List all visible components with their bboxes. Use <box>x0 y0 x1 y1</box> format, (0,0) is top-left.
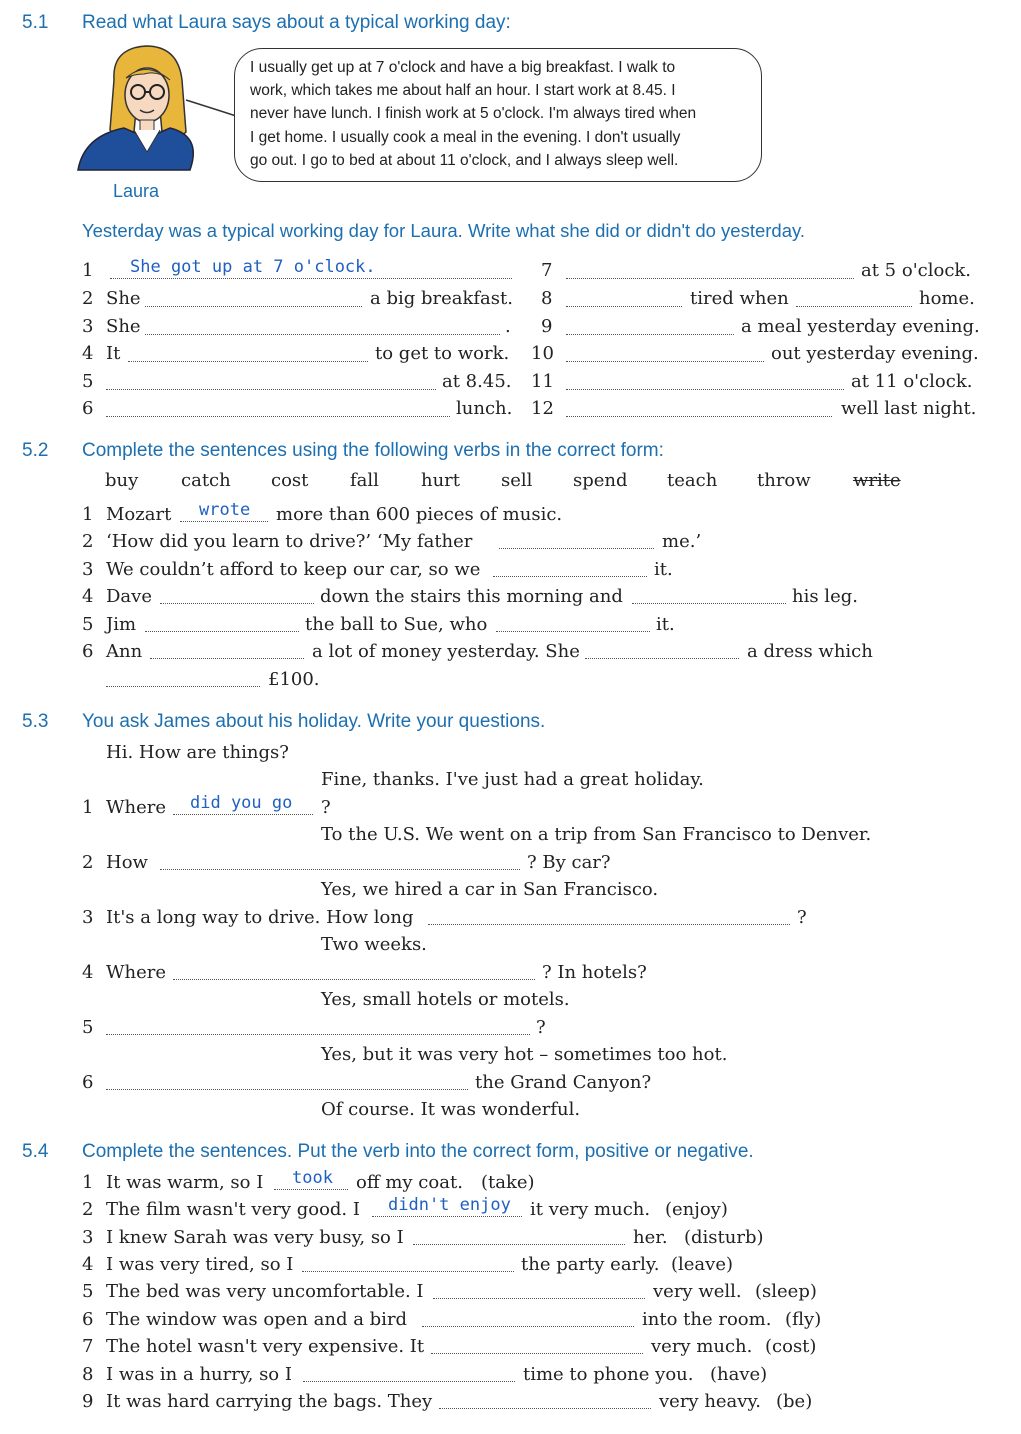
answer-blank[interactable] <box>160 869 520 870</box>
item-number: 2 <box>82 531 94 552</box>
section-number-5-1: 5.1 <box>22 12 49 33</box>
section-number-5-3: 5.3 <box>22 711 49 732</box>
dialog-reply: Yes, but it was very hot – sometimes too hot. <box>321 1044 728 1065</box>
answer-blank[interactable] <box>796 306 912 307</box>
item-number: 6 <box>82 1072 94 1093</box>
item-number: 5 <box>82 1281 94 1302</box>
item-text: the ball to Sue, who <box>305 614 488 635</box>
item-number: 6 <box>82 641 94 662</box>
item-text: It was hard carrying the bags. They <box>106 1391 433 1412</box>
item-text: She <box>106 288 141 309</box>
answer-blank[interactable] <box>428 924 790 925</box>
item-text: at 5 o'clock. <box>861 260 972 281</box>
item-text: her. <box>633 1227 668 1248</box>
item-text: home. <box>919 288 975 309</box>
item-number: 5 <box>82 614 94 635</box>
item-text: Mozart <box>106 504 172 525</box>
answer-blank[interactable] <box>145 306 362 307</box>
answer-blank[interactable] <box>106 389 436 390</box>
item-number: 7 <box>541 260 553 281</box>
verb-hint: (sleep) <box>755 1281 817 1302</box>
answer-blank[interactable] <box>150 658 304 659</box>
item-text: it very much. <box>530 1199 651 1220</box>
item-number: 2 <box>82 1199 94 1220</box>
item-text: into the room. <box>642 1309 772 1330</box>
verb-hurt: hurt <box>421 470 461 491</box>
item-number: 1 <box>82 797 94 818</box>
item-number: 11 <box>531 371 554 392</box>
item-text: Ann <box>106 641 143 662</box>
answer-blank[interactable] <box>566 416 832 417</box>
laura-illustration <box>74 40 244 175</box>
item-number: 1 <box>82 504 94 525</box>
item-text: The hotel wasn't very expensive. It <box>106 1336 425 1357</box>
answer-blank[interactable] <box>439 1408 651 1409</box>
answer-text[interactable]: took <box>292 1168 333 1188</box>
item-text: Where <box>106 962 167 983</box>
item-text: well last night. <box>841 398 977 419</box>
answer-blank[interactable] <box>106 1034 530 1035</box>
dialog-reply: Of course. It was wonderful. <box>321 1099 581 1120</box>
item-number: 4 <box>82 962 94 983</box>
answer-blank[interactable] <box>585 658 739 659</box>
item-text: It was warm, so I <box>106 1172 264 1193</box>
dialog-reply: Fine, thanks. I've just had a great holiday. <box>321 769 704 790</box>
character-name: Laura <box>113 181 160 201</box>
answer-blank[interactable] <box>106 686 260 687</box>
answer-blank[interactable] <box>566 306 682 307</box>
item-number: 8 <box>82 1364 94 1385</box>
answer-blank[interactable] <box>566 278 854 279</box>
dialog-intro: Hi. How are things? <box>106 742 289 763</box>
item-text: down the stairs this morning and <box>320 586 623 607</box>
answer-blank[interactable] <box>499 548 654 549</box>
item-text: at 11 o'clock. <box>851 371 973 392</box>
item-text: tired when <box>690 288 789 309</box>
item-text: It <box>106 343 121 364</box>
item-text: The film wasn't very good. I <box>106 1199 360 1220</box>
answer-blank[interactable] <box>496 631 650 632</box>
item-text: Jim <box>106 614 137 635</box>
dialog-reply: Yes, we hired a car in San Francisco. <box>321 879 659 900</box>
item-text: to get to work. <box>375 343 510 364</box>
section-number-5-2: 5.2 <box>22 440 49 461</box>
answer-blank[interactable] <box>302 1271 514 1272</box>
item-number: 3 <box>82 907 94 928</box>
item-text: it. <box>654 559 673 580</box>
item-number: 4 <box>82 586 94 607</box>
item-text: the party early. <box>521 1254 660 1275</box>
item-text: ? By car? <box>527 852 611 873</box>
item-number: 12 <box>531 398 554 419</box>
item-text: ? <box>797 907 807 928</box>
verb-cost: cost <box>271 470 309 491</box>
answer-blank[interactable] <box>173 979 535 980</box>
answer-blank[interactable] <box>303 1381 515 1382</box>
answer-text[interactable]: did you go <box>190 793 293 813</box>
item-number: 9 <box>541 316 553 337</box>
verb-catch: catch <box>181 470 231 491</box>
answer-blank[interactable] <box>173 814 313 815</box>
item-number: 3 <box>82 1227 94 1248</box>
answer-blank[interactable] <box>566 389 844 390</box>
verb-hint: (cost) <box>765 1336 817 1357</box>
answer-blank[interactable] <box>110 278 512 279</box>
answer-blank[interactable] <box>106 416 450 417</box>
item-number: 9 <box>82 1391 94 1412</box>
item-number: 6 <box>82 398 94 419</box>
verb-hint: (be) <box>776 1391 813 1412</box>
item-number: 8 <box>541 288 553 309</box>
section-title-5-4: Complete the sentences. Put the verb into the correct form, positive or negative. <box>82 1141 754 1162</box>
answer-blank[interactable] <box>160 603 314 604</box>
item-number: 1 <box>82 260 94 281</box>
item-number: 2 <box>82 288 94 309</box>
item-number: 3 <box>82 559 94 580</box>
dialog-reply: Yes, small hotels or motels. <box>321 989 570 1010</box>
verb-write-used: write <box>853 470 901 491</box>
verb-hint: (disturb) <box>684 1227 764 1248</box>
dialog-reply: Two weeks. <box>321 934 427 955</box>
item-text: I knew Sarah was very busy, so I <box>106 1227 404 1248</box>
bubble-line: I get home. I usually cook a meal in the evening. I don't usually <box>250 129 681 146</box>
item-text: We couldn’t afford to keep our car, so we <box>106 559 481 580</box>
answer-blank[interactable] <box>632 603 786 604</box>
dialog-reply: To the U.S. We went on a trip from San Francisco to Denver. <box>321 824 872 845</box>
instruction-5-1: Yesterday was a typical working day for Laura. Write what she did or didn't do yesterday. <box>82 220 806 241</box>
section-title-5-3: You ask James about his holiday. Write your questions. <box>82 711 546 732</box>
item-text: I was in a hurry, so I <box>106 1364 292 1385</box>
answer-blank[interactable] <box>274 1189 348 1190</box>
item-number: 5 <box>82 1017 94 1038</box>
verb-spend: spend <box>573 470 628 491</box>
verb-teach: teach <box>667 470 718 491</box>
item-text: ‘How did you learn to drive?’ ‘My father <box>106 531 473 552</box>
item-text: his leg. <box>792 586 858 607</box>
item-number: 6 <box>82 1309 94 1330</box>
item-text: It's a long way to drive. How long <box>106 907 414 928</box>
answer-blank[interactable] <box>422 1326 634 1327</box>
answer-blank[interactable] <box>431 1353 643 1354</box>
item-text: very well. <box>653 1281 742 1302</box>
item-text: very heavy. <box>659 1391 761 1412</box>
verb-hint: (fly) <box>785 1309 822 1330</box>
bubble-line: go out. I go to bed at about 11 o'clock, and I always sleep well. <box>250 152 679 169</box>
item-text: off my coat. <box>356 1172 463 1193</box>
item-text: The window was open and a bird <box>106 1309 408 1330</box>
answer-blank[interactable] <box>566 334 734 335</box>
verb-fall: fall <box>350 470 379 491</box>
answer-text[interactable]: didn't enjoy <box>388 1195 511 1215</box>
item-number: 10 <box>531 343 554 364</box>
verb-hint: (have) <box>710 1364 768 1385</box>
verb-hint: (leave) <box>671 1254 734 1275</box>
item-text: out yesterday evening. <box>771 343 979 364</box>
answer-text[interactable]: wrote <box>199 500 251 520</box>
item-text: How <box>106 852 148 873</box>
verb-buy: buy <box>105 470 139 491</box>
verb-throw: throw <box>757 470 811 491</box>
answer-text[interactable]: She got up at 7 o'clock. <box>130 257 376 277</box>
item-text: a dress which <box>747 641 873 662</box>
verb-sell: sell <box>501 470 533 491</box>
item-number: 5 <box>82 371 94 392</box>
bubble-line: work, which takes me about half an hour. I start work at 8.45. I <box>250 82 676 99</box>
item-text: lunch. <box>456 398 513 419</box>
answer-blank[interactable] <box>433 1298 645 1299</box>
bubble-line: never have lunch. I finish work at 5 o'clock. I'm always tired when <box>250 105 697 122</box>
answer-blank[interactable] <box>145 334 500 335</box>
item-text: me.’ <box>662 531 702 552</box>
section-number-5-4: 5.4 <box>22 1141 49 1162</box>
item-number: 2 <box>82 852 94 873</box>
item-number: 3 <box>82 316 94 337</box>
answer-blank[interactable] <box>145 631 299 632</box>
item-number: 1 <box>82 1172 94 1193</box>
item-text: She <box>106 316 141 337</box>
item-text: £100. <box>268 669 320 690</box>
item-number: 7 <box>82 1336 94 1357</box>
item-text: a big breakfast. <box>370 288 513 309</box>
verb-hint: (take) <box>481 1172 535 1193</box>
item-text: very much. <box>651 1336 753 1357</box>
item-text: ? <box>536 1017 546 1038</box>
answer-blank[interactable] <box>128 361 368 362</box>
item-number: 4 <box>82 1254 94 1275</box>
item-text: . <box>505 316 511 337</box>
answer-blank[interactable] <box>413 1244 625 1245</box>
item-text: ? <box>321 797 331 818</box>
item-text: at 8.45. <box>442 371 512 392</box>
item-text: time to phone you. <box>523 1364 694 1385</box>
bubble-line: I usually get up at 7 o'clock and have a big breakfast. I walk to <box>250 59 676 76</box>
item-text: Dave <box>106 586 152 607</box>
answer-blank[interactable] <box>493 576 647 577</box>
answer-blank[interactable] <box>180 521 268 522</box>
answer-blank[interactable] <box>372 1216 522 1217</box>
answer-blank[interactable] <box>566 361 764 362</box>
item-number: 4 <box>82 343 94 364</box>
item-text: it. <box>656 614 675 635</box>
verb-hint: (enjoy) <box>665 1199 728 1220</box>
item-text: more than 600 pieces of music. <box>276 504 563 525</box>
section-title-5-1: Read what Laura says about a typical working day: <box>82 12 511 33</box>
item-text: The bed was very uncomfortable. I <box>106 1281 424 1302</box>
section-title-5-2: Complete the sentences using the following verbs in the correct form: <box>82 440 664 461</box>
item-text: a meal yesterday evening. <box>741 316 980 337</box>
answer-blank[interactable] <box>106 1089 468 1090</box>
item-text: a lot of money yesterday. She <box>312 641 580 662</box>
item-text: the Grand Canyon? <box>475 1072 652 1093</box>
item-text: I was very tired, so I <box>106 1254 294 1275</box>
item-text: Where <box>106 797 167 818</box>
item-text: ? In hotels? <box>542 962 647 983</box>
